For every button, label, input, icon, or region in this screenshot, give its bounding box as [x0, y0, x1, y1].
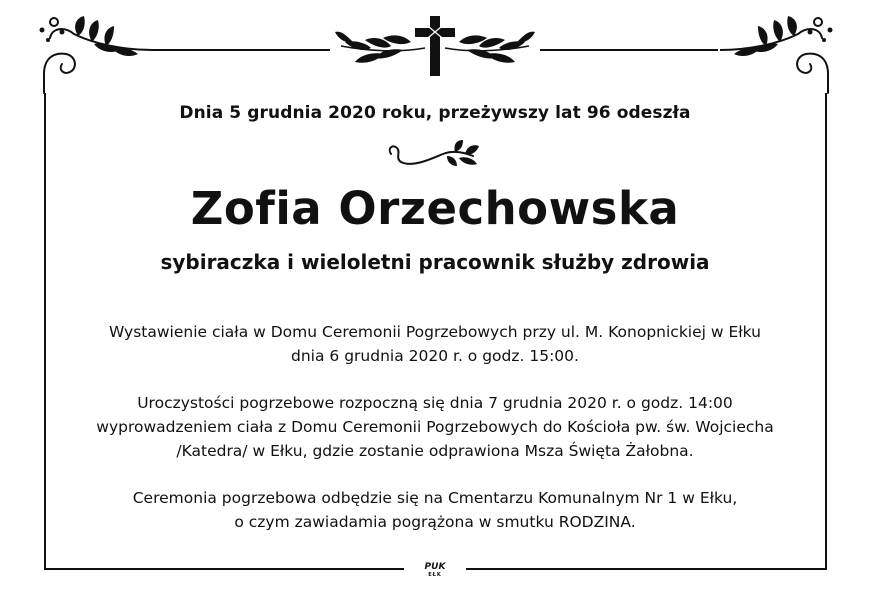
floral-corner-right-icon [720, 14, 838, 94]
paragraph-line: dnia 6 grudnia 2020 r. o godz. 15:00. [291, 347, 579, 365]
puk-logo [419, 562, 451, 582]
burial-paragraph [40, 486, 830, 534]
frame-top-left-line [152, 49, 330, 51]
floral-corner-left-icon [34, 14, 152, 94]
cross-with-laurel-icon [333, 12, 537, 78]
ceremony-paragraph [40, 391, 830, 463]
paragraph-line: Uroczystości pogrzebowe rozpoczną się dnia 7 grudnia 2020 r. o godz. 14:00 [137, 394, 733, 412]
paragraph-line: Ceremonia pogrzebowa odbędzie się na Cmentarzu Komunalnym Nr 1 w Ełku, [132, 489, 738, 507]
intro-line: Dnia 5 grudnia 2020 roku, przeżywszy lat 96 odeszła [179, 103, 691, 123]
logo-main-text: PUK [424, 562, 446, 572]
frame-bottom-left-line [44, 568, 404, 570]
paragraph-line: wyprowadzeniem ciała z Domu Ceremonii Pogrzebowych do Kościoła pw. św. Wojciecha [96, 418, 774, 436]
paragraph-line: Wystawienie ciała w Domu Ceremonii Pogrzebowych przy ul. M. Konopnickiej w Ełku [108, 323, 761, 341]
paragraph-line: o czym zawiadamia pogrążona w smutku RODZINA. [234, 513, 636, 531]
swirl-leaf-divider-icon [383, 138, 487, 172]
deceased-name: Zofia Orzechowska [190, 182, 680, 235]
deceased-description: sybiraczka i wieloletni pracownik służby zdrowia [160, 250, 710, 274]
frame-top-right-line [540, 49, 718, 51]
frame-bottom-right-line [466, 568, 827, 570]
logo-sub-text: EŁK [428, 572, 442, 578]
viewing-paragraph [40, 320, 830, 368]
paragraph-line: /Katedra/ w Ełku, gdzie zostanie odprawiona Msza Święta Żałobna. [176, 442, 694, 460]
